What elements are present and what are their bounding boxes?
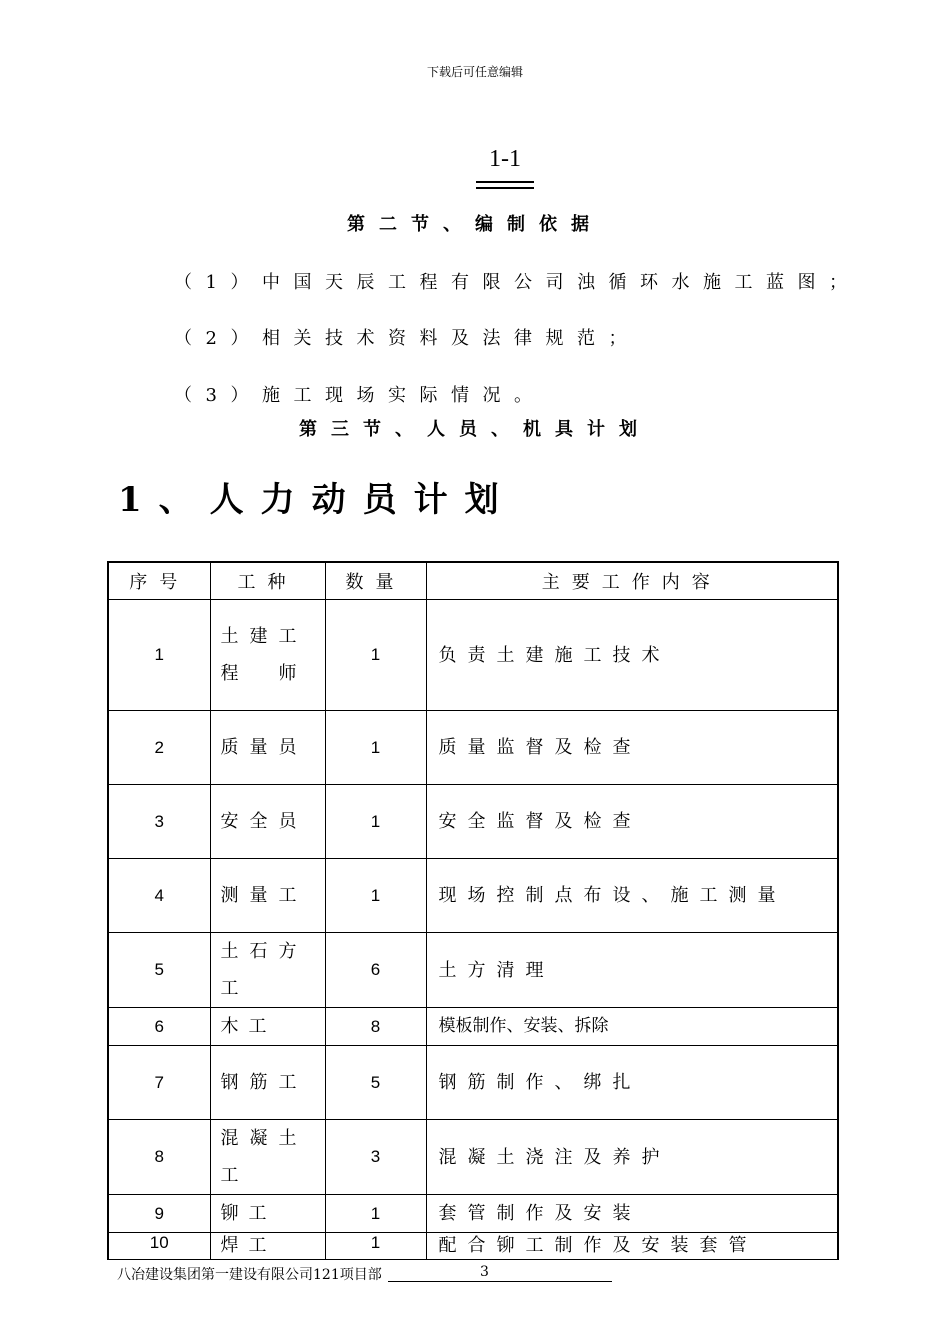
row-task: 混凝土浇注及养护: [426, 1120, 838, 1195]
section3-title: 第三节、人员、机具计划: [299, 419, 651, 440]
row-qty: 1: [325, 1195, 426, 1233]
row-no: 5: [108, 933, 210, 1008]
table-row: [108, 1120, 838, 1195]
row-qty: 1: [325, 859, 426, 933]
row-task: 模板制作、安装、拆除: [426, 1008, 838, 1046]
row-no: 7: [108, 1046, 210, 1120]
row-type: 混凝土工: [210, 1120, 325, 1195]
row-no: 3: [108, 785, 210, 859]
table-row: [108, 1046, 838, 1120]
footer-underline: [388, 1281, 612, 1282]
row-no: 2: [108, 711, 210, 785]
page-number: 1-1: [489, 146, 521, 172]
row-no: 10: [108, 1233, 210, 1260]
header-no: 序号: [108, 562, 210, 600]
row-no: 6: [108, 1008, 210, 1046]
table-row: [108, 859, 838, 933]
row-qty: 1: [325, 785, 426, 859]
row-qty: 1: [325, 600, 426, 711]
row-qty: 1: [325, 1233, 426, 1260]
row-qty: 5: [325, 1046, 426, 1120]
table-row: [108, 1233, 838, 1260]
table-row: [108, 1195, 838, 1233]
row-qty: 6: [325, 933, 426, 1008]
row-type: 土建工程师: [210, 600, 325, 711]
table-header-row: [108, 562, 838, 600]
row-task: 套管制作及安装: [426, 1195, 838, 1233]
row-no: 8: [108, 1120, 210, 1195]
header-note: 下载后可任意编辑: [426, 65, 523, 79]
row-task: 配合铆工制作及安装套管: [426, 1233, 838, 1260]
row-no: 9: [108, 1195, 210, 1233]
row-task: 负责土建施工技术: [426, 600, 838, 711]
row-type: 土石方工: [210, 933, 325, 1008]
row-qty: 1: [325, 711, 426, 785]
row-qty: 8: [325, 1008, 426, 1046]
row-type: 木工: [210, 1008, 325, 1046]
manpower-plan-heading: 1、人力动员计划: [118, 480, 516, 520]
basis-item-3: （3）施工现场实际情况。: [174, 385, 546, 406]
header-task: 主要工作内容: [426, 562, 838, 600]
row-type: 钢筋工: [210, 1046, 325, 1120]
row-task: 现场控制点布设、施工测量: [426, 859, 838, 933]
title-rule-top: [476, 181, 534, 183]
row-type: 焊工: [210, 1233, 325, 1260]
table-row: [108, 711, 838, 785]
row-no: 4: [108, 859, 210, 933]
row-task: 土方清理: [426, 933, 838, 1008]
title-rule-bottom: [476, 187, 534, 189]
row-task: 安全监督及检查: [426, 785, 838, 859]
basis-item-1: （1）中国天辰工程有限公司浊循环水施工蓝图；: [174, 272, 861, 293]
row-type: 铆工: [210, 1195, 325, 1233]
footer-page-number: 3: [480, 1264, 489, 1280]
header-type: 工种: [210, 562, 325, 600]
row-qty: 3: [325, 1120, 426, 1195]
manpower-table: [107, 561, 839, 1260]
row-task: 质量监督及检查: [426, 711, 838, 785]
row-type: 测量工: [210, 859, 325, 933]
table-row: [108, 785, 838, 859]
header-qty: 数量: [325, 562, 426, 600]
table-row: [108, 933, 838, 1008]
table-row: [108, 600, 838, 711]
row-no: 1: [108, 600, 210, 711]
row-type: 质量员: [210, 711, 325, 785]
section2-title: 第二节、编制依据: [347, 214, 603, 235]
basis-item-2: （2）相关技术资料及法律规范；: [174, 328, 640, 349]
row-type: 安全员: [210, 785, 325, 859]
table-row: [108, 1008, 838, 1046]
row-task: 钢筋制作、绑扎: [426, 1046, 838, 1120]
footer-company: 八冶建设集团第一建设有限公司121项目部: [117, 1267, 382, 1283]
